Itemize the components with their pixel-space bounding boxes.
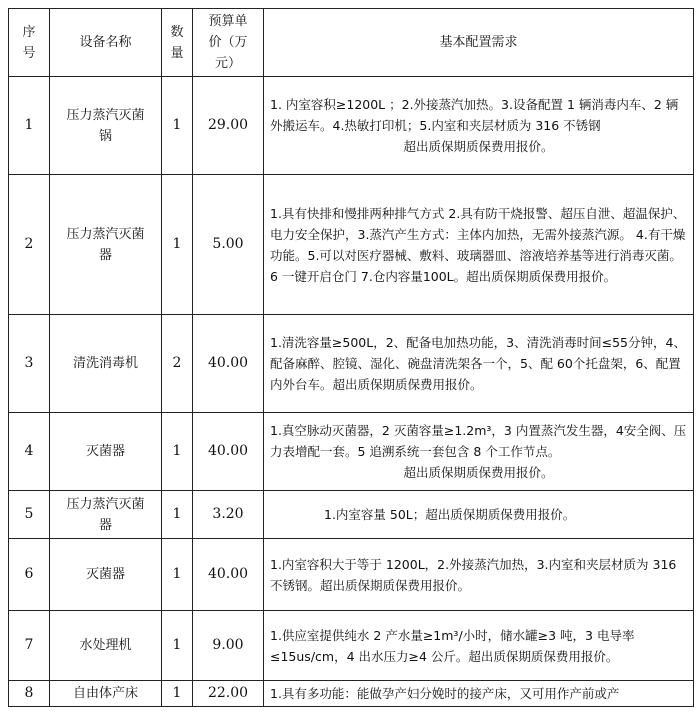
row-qty: 1	[162, 491, 193, 539]
requirements-note: 超出质保期质保费用报价。	[403, 139, 554, 154]
row-qty: 1	[162, 539, 193, 611]
header-index: 序号	[9, 9, 50, 77]
row-requirements: 1.具有快排和慢排两种排气方式 2.具有防干烧报警、超压自泄、超温保护、电力安全保护，3.蒸汽产生方式：主体内加热，无需外接蒸汽源。 4.有干燥功能。5.可以对医疗器械、敷料、玻璃器皿、溶液培养基等进行消毒灭菌。6 一键开启仓门 7.仓内容量100L。超出质保期质保费用报价。	[264, 175, 694, 315]
row-name: 灭菌器	[50, 413, 162, 491]
row-price: 9.00	[193, 611, 264, 681]
row-index: 6	[9, 539, 50, 611]
row-name: 灭菌器	[50, 539, 162, 611]
row-index: 7	[9, 611, 50, 681]
row-requirements: 1.具有多功能：能做孕产妇分娩时的接产床，又可用作产前或产	[264, 681, 694, 707]
row-requirements: 1.内室容量 50L；超出质保期质保费用报价。	[264, 491, 694, 539]
header-requirements: 基本配置需求	[264, 9, 694, 77]
table-row	[9, 539, 694, 611]
requirements-note: 超出质保期质保费用报价。	[403, 465, 554, 480]
row-price: 22.00	[193, 681, 264, 707]
row-requirements: 1.内室容积大于等于 1200L，2.外接蒸汽加热，3.内室和夹层材质为 316 不锈钢。超出质保期质保费用报价。	[264, 539, 694, 611]
row-name: 压力蒸汽灭菌器	[50, 491, 162, 539]
row-requirements	[264, 77, 694, 175]
row-requirements: 1.清洗容量≥500L，2、配备电加热功能，3、清洗消毒时间≤55分钟，4、配备麻醉、腔镜、湿化、碗盘清洗架各一个，5、配 60个托盘架，6、配置内外台车。超出质保期质保费用报价。	[264, 315, 694, 413]
table-row	[9, 491, 694, 539]
row-price: 40.00	[193, 413, 264, 491]
row-index: 2	[9, 175, 50, 315]
row-name: 压力蒸汽灭菌器	[50, 175, 162, 315]
row-qty: 1	[162, 413, 193, 491]
row-requirements	[264, 413, 694, 491]
row-name: 清洗消毒机	[50, 315, 162, 413]
procurement-table-container	[8, 8, 693, 707]
equipment-budget-table	[8, 8, 694, 707]
row-name: 压力蒸汽灭菌锅	[50, 77, 162, 175]
table-row	[9, 315, 694, 413]
header-qty: 数量	[162, 9, 193, 77]
table-row	[9, 681, 694, 707]
row-index: 3	[9, 315, 50, 413]
header-row	[9, 9, 694, 77]
row-qty: 1	[162, 611, 193, 681]
row-price: 40.00	[193, 315, 264, 413]
table-row	[9, 175, 694, 315]
row-requirements: 1.供应室提供纯水 2 产水量≥1m³/小时，储水罐≥3 吨，3 电导率≤15us/cm，4 出水压力≥4 公斤。超出质保期质保费用报价。	[264, 611, 694, 681]
row-index: 4	[9, 413, 50, 491]
row-index: 1	[9, 77, 50, 175]
row-name: 水处理机	[50, 611, 162, 681]
requirements-text: 1. 内室容积≥1200L ；2.外接蒸汽加热。3.设备配置 1 辆消毒内车、2 辆外搬运车。4.热敏打印机；5.内室和夹层材质为 316 不锈钢	[270, 97, 679, 133]
row-price: 5.00	[193, 175, 264, 315]
row-price: 40.00	[193, 539, 264, 611]
row-index: 5	[9, 491, 50, 539]
row-qty: 1	[162, 681, 193, 707]
requirements-text: 1.真空脉动灭菌器，2 灭菌容量≥1.2m³，3 内置蒸汽发生器，4安全阀、压力表增配一套。5 追溯系统一套包含 8 个工作节点。	[270, 423, 687, 459]
row-index: 8	[9, 681, 50, 707]
row-qty: 2	[162, 315, 193, 413]
row-qty: 1	[162, 175, 193, 315]
row-price: 29.00	[193, 77, 264, 175]
row-qty: 1	[162, 77, 193, 175]
table-row	[9, 413, 694, 491]
header-price: 预算单价（万元）	[193, 9, 264, 77]
header-name: 设备名称	[50, 9, 162, 77]
table-row	[9, 611, 694, 681]
row-name: 自由体产床	[50, 681, 162, 707]
row-price: 3.20	[193, 491, 264, 539]
table-row	[9, 77, 694, 175]
